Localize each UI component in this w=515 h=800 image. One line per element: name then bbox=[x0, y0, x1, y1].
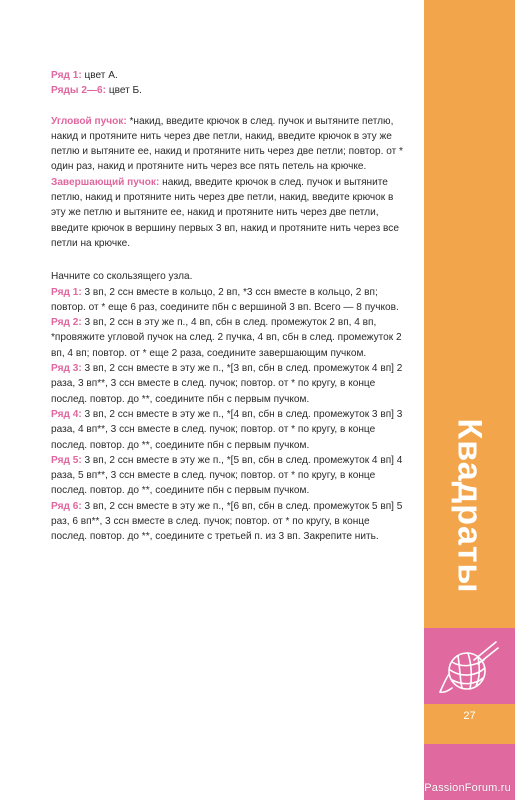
row-label: Ряд 1: bbox=[51, 286, 82, 298]
round-3: Ряд 3: 3 вп, 2 ссн вместе в эту же п., *[3 вп, сбн в след. промежуток 4 вп] 2 раза, 3 вп**, 3 ссн вместе в след. пучок; повтор. от * по кругу, в конце послед. повтор. до **, соедините пбн с первым пучком. bbox=[51, 363, 403, 405]
row-label: Ряд 6: bbox=[51, 500, 82, 512]
watermark: PassionForum.ru bbox=[424, 782, 511, 794]
term-label: Завершающий пучок: bbox=[51, 176, 160, 188]
row-1-color: Ряд 1: цвет А. bbox=[51, 70, 118, 81]
final-cluster-definition: Завершающий пучок: накид, введите крючок в след. пучок и вытяните петлю, накид и протяните нить через две петли, накид, введите крючок в эту же петлю и вытяните ее, накид и протяните нить через две петли, введите крючок в вершину первых 3 вп, накид и протяните нить через все петли на крючке. bbox=[51, 176, 399, 249]
chapter-sidebar bbox=[424, 0, 515, 800]
chapter-title bbox=[450, 419, 489, 501]
round-2: Ряд 2: 3 вп, 2 ссн в эту же п., 4 вп, сбн в след. промежуток 2 вп, 4 вп, *провяжите угловой пучок на след. 2 пучка, 4 вп, сбн в след. промежуток 2 вп, 4 вп; повтор. от * еще 2 раза, соедините завершающим пучком. bbox=[51, 317, 402, 359]
round-6: Ряд 6: 3 вп, 2 ссн вместе в эту же п., *[6 вп, сбн в след. промежуток 5 вп] 5 раз, 6 вп**, 3 ссн вместе в след. пучок; повтор. от * по кругу, в конце послед. повтор. до **, соедините с третьей п. из 3 вп. Закрепите нить. bbox=[51, 500, 403, 543]
corner-cluster-definition: Угловой пучок: *накид, введите крючок в след. пучок и вытяните петлю, накид и протяните нить через две петли, накид, введите крючок в эту же петлю и вытяните ее, накид и протяните нить через две петли; повтор. от * один раз, накид и протяните нить через все пять петель на крючке. bbox=[51, 115, 403, 173]
row-label: Ряд 2: bbox=[51, 317, 82, 329]
start-instruction: Начните со скользящего узла. bbox=[51, 271, 193, 283]
row-label: Ряд 5: bbox=[51, 454, 82, 466]
round-5: Ряд 5: 3 вп, 2 ссн вместе в эту же п., *[5 вп, сбн в след. промежуток 4 вп] 4 раза, 5 вп**, 3 ссн вместе в след. пучок; повтор. от * по кругу, в конце послед. повтор. до **, соедините пбн с первым пучком. bbox=[51, 454, 403, 497]
row-label: Ряд 1: bbox=[51, 70, 82, 81]
instructions-text bbox=[51, 68, 407, 545]
round-1: Ряд 1: 3 вп, 2 ссн вместе в кольцо, 2 вп, *3 ссн вместе в кольцо, 2 вп; повтор. от * еще 6 раз, соедините пбн с вершиной 3 вп. Всего — 8 пучков. bbox=[51, 286, 399, 313]
row-label: Ряды 2—6: bbox=[51, 85, 107, 97]
page-number: 27 bbox=[463, 710, 476, 722]
yarn-ball-icon bbox=[438, 638, 500, 696]
rows-2-6-color: Ряды 2—6: цвет Б. bbox=[51, 85, 142, 97]
term-label: Угловой пучок: bbox=[51, 115, 127, 127]
row-label: Ряд 3: bbox=[51, 363, 82, 375]
row-label: Ряд 4: bbox=[51, 408, 82, 420]
round-4: Ряд 4: 3 вп, 2 ссн вместе в эту же п., *[4 вп, сбн в след. промежуток 3 вп] 3 раза, 4 вп**, 3 ссн вместе в след. пучок; повтор. от * по кругу, в конце послед. повтор. до **, соедините пбн с первым пучком. bbox=[51, 408, 403, 451]
